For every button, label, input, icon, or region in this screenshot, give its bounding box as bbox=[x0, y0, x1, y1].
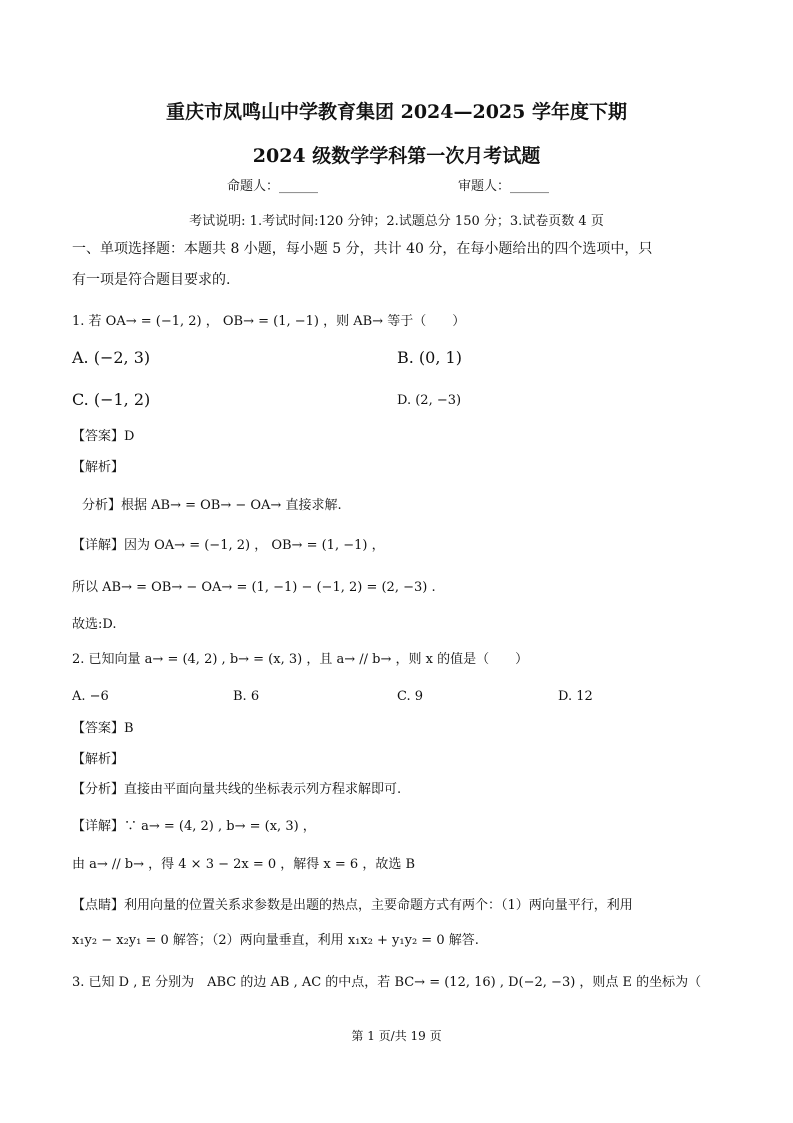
q1-detail-2: 所以 AB→ = OB→ − OA→ = (1, −1) − (−1, 2) = (2, −3) . bbox=[72, 580, 436, 595]
q2-option-d: D. 12 bbox=[558, 689, 593, 704]
q2-analysis: 【分析】直接由平面向量共线的坐标表示列方程求解即可. bbox=[72, 782, 402, 797]
q1-answer: 【答案】D bbox=[72, 429, 135, 444]
q1-option-b: B. (0, 1) bbox=[397, 348, 462, 367]
q2-detail: 【详解】∵ a→ = (4, 2) , b→ = (x, 3) ， bbox=[72, 819, 316, 834]
title-line-2: 2024 级数学学科第一次月考试题 bbox=[252, 145, 541, 167]
proposer-field: 命题人：______ bbox=[227, 179, 319, 194]
q2-option-c: C. 9 bbox=[397, 689, 424, 704]
q2-detail-2: 由 a→ // b→ ，得 4 × 3 − 2x = 0 ，解得 x = 6 ，故选 B bbox=[72, 857, 416, 872]
question-2-stem: 2. 已知向量 a→ = (4, 2) , b→ = (x, 3) ，且 a→ // b→ ，则 x 的值是（ ） bbox=[72, 652, 529, 667]
q1-option-d: D. (2, −3) bbox=[397, 393, 462, 408]
page-footer: 第 1 页/共 19 页 bbox=[351, 1029, 442, 1043]
title-line-1: 重庆市凤鸣山中学教育集团 2024—2025 学年度下期 bbox=[166, 101, 627, 123]
section-heading-line2: 有一项是符合题目要求的. bbox=[72, 272, 231, 288]
section-heading-line1: 一、单项选择题：本题共 8 小题，每小题 5 分，共计 40 分，在每小题给出的四个选项中，只 bbox=[72, 241, 653, 257]
q2-answer: 【答案】B bbox=[72, 721, 134, 736]
q2-option-a: A. −6 bbox=[72, 689, 109, 704]
q1-option-a: A. (−2, 3) bbox=[72, 348, 151, 367]
q1-analysis: 分析】根据 AB→ = OB→ − OA→ 直接求解. bbox=[82, 498, 342, 513]
reviewer-field: 审题人：______ bbox=[458, 179, 550, 194]
q2-analysis-label: 【解析】 bbox=[72, 752, 125, 767]
q1-analysis-label: 【解析】 bbox=[72, 460, 125, 475]
q2-comment-2: x₁y₂ − x₂y₁ = 0 解答；（2）两向量垂直，利用 x₁x₂ + y₁y₂ = 0 解答. bbox=[72, 933, 479, 948]
exam-instructions: 考试说明: 1.考试时间:120 分钟；2.试题总分 150 分；3.试卷页数 4 页 bbox=[189, 214, 604, 229]
question-3-stem: 3. 已知 D , E 分别为 ABC 的边 AB , AC 的中点，若 BC→ = (12, 16) , D(−2, −3) ，则点 E 的坐标为（ bbox=[72, 975, 702, 990]
question-1-stem: 1. 若 OA→ = (−1, 2) ， OB→ = (1, −1) ，则 AB→ 等于（ ） bbox=[72, 314, 466, 329]
q2-option-b: B. 6 bbox=[233, 689, 260, 704]
q1-detail: 【详解】因为 OA→ = (−1, 2) ， OB→ = (1, −1) ， bbox=[72, 538, 385, 553]
q2-comment: 【点睛】利用向量的位置关系求参数是出题的热点，主要命题方式有两个：（1）两向量平行，利用 bbox=[72, 898, 633, 913]
q1-choice: 故选:D. bbox=[72, 617, 117, 632]
q1-option-c: C. (−1, 2) bbox=[72, 390, 151, 409]
